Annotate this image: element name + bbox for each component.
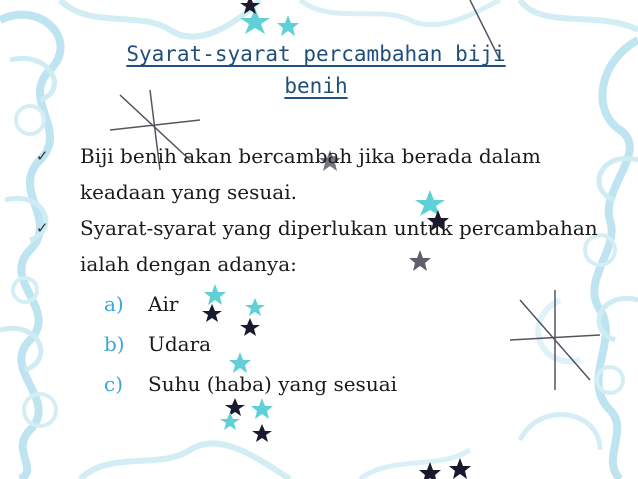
check-icon: ✓ bbox=[36, 219, 49, 237]
list-item-text: Suhu (haba) yang sesuai bbox=[148, 372, 398, 396]
slide-title: Syarat-syarat percambahan biji benih bbox=[126, 42, 506, 98]
list-marker: b) bbox=[104, 332, 125, 356]
list-marker: c) bbox=[104, 372, 124, 396]
list-item-text: Air bbox=[148, 292, 179, 316]
list-item bbox=[38, 324, 598, 364]
slide-body bbox=[38, 138, 598, 404]
list-item bbox=[38, 284, 598, 324]
top-swirl-border bbox=[60, 0, 638, 37]
check-icon: ✓ bbox=[36, 147, 49, 165]
bullet-text-1: Biji benih akan bercambah jika berada dalam keadaan yang sesuai. bbox=[80, 144, 541, 204]
requirement-list bbox=[38, 284, 598, 404]
bottom-swirl-border bbox=[80, 443, 470, 479]
list-item-text: Udara bbox=[148, 332, 212, 356]
bullet-text-2: Syarat-syarat yang diperlukan untuk percambahan ialah dengan adanya: bbox=[80, 216, 598, 276]
list-item bbox=[38, 364, 598, 404]
list-marker: a) bbox=[104, 292, 124, 316]
bullet-item-1 bbox=[38, 138, 598, 210]
bullet-item-2 bbox=[38, 210, 598, 282]
